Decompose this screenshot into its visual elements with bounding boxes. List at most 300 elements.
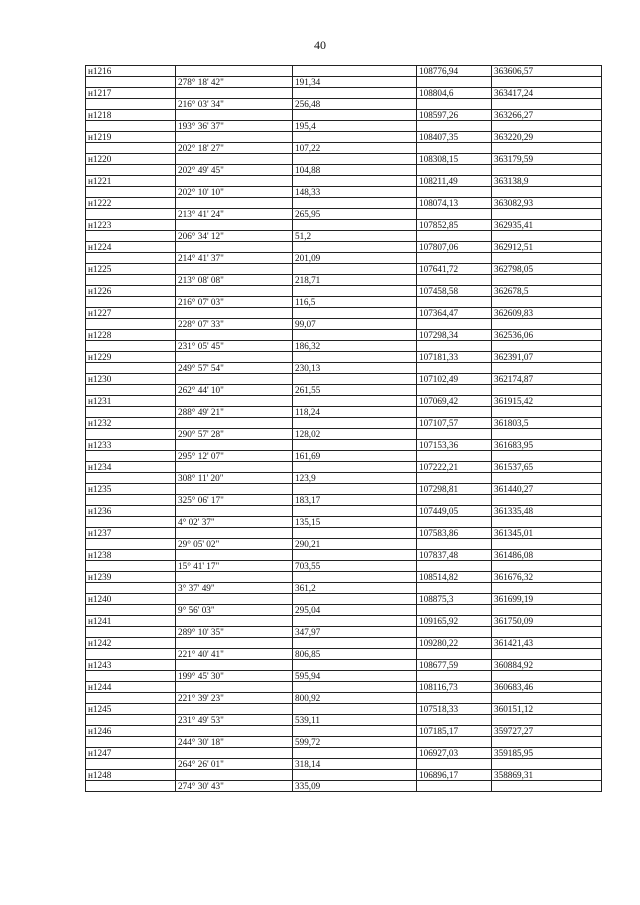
point-name: н1234 bbox=[86, 462, 176, 473]
point-name: н1238 bbox=[86, 550, 176, 561]
empty-cell bbox=[293, 572, 417, 583]
empty-cell bbox=[293, 770, 417, 781]
empty-cell bbox=[417, 539, 492, 550]
direction-angle: 193° 36' 37" bbox=[176, 121, 293, 132]
direction-angle: 231° 49' 53" bbox=[176, 715, 293, 726]
segment-length: 347,97 bbox=[293, 627, 417, 638]
point-row bbox=[86, 286, 602, 297]
segment-length: 104,88 bbox=[293, 165, 417, 176]
coord-x: 108116,73 bbox=[417, 682, 492, 693]
coord-y: 363138,9 bbox=[492, 176, 602, 187]
empty-cell bbox=[293, 374, 417, 385]
segment-length: 539,11 bbox=[293, 715, 417, 726]
empty-cell bbox=[176, 594, 293, 605]
point-row bbox=[86, 462, 602, 473]
empty-cell bbox=[176, 110, 293, 121]
point-name: н1240 bbox=[86, 594, 176, 605]
empty-cell bbox=[176, 616, 293, 627]
line-row bbox=[86, 693, 602, 704]
empty-cell bbox=[293, 396, 417, 407]
empty-cell bbox=[176, 440, 293, 451]
empty-cell bbox=[176, 88, 293, 99]
segment-length: 99,07 bbox=[293, 319, 417, 330]
segment-length: 191,34 bbox=[293, 77, 417, 88]
empty-cell bbox=[492, 209, 602, 220]
direction-angle: 289° 10' 35" bbox=[176, 627, 293, 638]
empty-cell bbox=[176, 506, 293, 517]
coord-y: 361440,27 bbox=[492, 484, 602, 495]
coord-x: 108804,6 bbox=[417, 88, 492, 99]
empty-cell bbox=[86, 583, 176, 594]
coord-y: 361676,32 bbox=[492, 572, 602, 583]
empty-cell bbox=[417, 187, 492, 198]
point-name: н1223 bbox=[86, 220, 176, 231]
point-name: н1246 bbox=[86, 726, 176, 737]
empty-cell bbox=[176, 396, 293, 407]
page-number: 40 bbox=[314, 38, 326, 52]
coord-y: 362391,07 bbox=[492, 352, 602, 363]
empty-cell bbox=[86, 649, 176, 660]
empty-cell bbox=[86, 209, 176, 220]
line-row bbox=[86, 715, 602, 726]
direction-angle: 244° 30' 18" bbox=[176, 737, 293, 748]
empty-cell bbox=[417, 385, 492, 396]
segment-length: 256,48 bbox=[293, 99, 417, 110]
empty-cell bbox=[417, 121, 492, 132]
empty-cell bbox=[492, 99, 602, 110]
coord-y: 362798,05 bbox=[492, 264, 602, 275]
empty-cell bbox=[176, 550, 293, 561]
empty-cell bbox=[492, 165, 602, 176]
segment-length: 599,72 bbox=[293, 737, 417, 748]
empty-cell bbox=[293, 88, 417, 99]
coord-y: 361803,5 bbox=[492, 418, 602, 429]
coord-y: 361345,01 bbox=[492, 528, 602, 539]
coord-y: 361537,65 bbox=[492, 462, 602, 473]
empty-cell bbox=[492, 649, 602, 660]
empty-cell bbox=[86, 627, 176, 638]
empty-cell bbox=[293, 418, 417, 429]
empty-cell bbox=[417, 275, 492, 286]
empty-cell bbox=[417, 363, 492, 374]
line-row bbox=[86, 429, 602, 440]
coord-y: 362609,83 bbox=[492, 308, 602, 319]
empty-cell bbox=[86, 605, 176, 616]
coord-y: 363179,59 bbox=[492, 154, 602, 165]
empty-cell bbox=[417, 209, 492, 220]
direction-angle: 308° 11' 20" bbox=[176, 473, 293, 484]
empty-cell bbox=[293, 330, 417, 341]
empty-cell bbox=[86, 341, 176, 352]
segment-length: 230,13 bbox=[293, 363, 417, 374]
coord-x: 108776,94 bbox=[417, 66, 492, 77]
segment-length: 183,17 bbox=[293, 495, 417, 506]
direction-angle: 216° 03' 34" bbox=[176, 99, 293, 110]
coord-x: 108597,26 bbox=[417, 110, 492, 121]
empty-cell bbox=[293, 638, 417, 649]
coord-y: 361915,42 bbox=[492, 396, 602, 407]
direction-angle: 290° 57' 28" bbox=[176, 429, 293, 440]
empty-cell bbox=[417, 495, 492, 506]
empty-cell bbox=[176, 748, 293, 759]
table-body bbox=[86, 66, 602, 792]
empty-cell bbox=[176, 528, 293, 539]
coord-y: 362174,87 bbox=[492, 374, 602, 385]
empty-cell bbox=[417, 517, 492, 528]
empty-cell bbox=[86, 473, 176, 484]
coord-y: 360884,92 bbox=[492, 660, 602, 671]
direction-angle: 216° 07' 03" bbox=[176, 297, 293, 308]
empty-cell bbox=[293, 286, 417, 297]
empty-cell bbox=[293, 484, 417, 495]
line-row bbox=[86, 253, 602, 264]
empty-cell bbox=[293, 528, 417, 539]
segment-length: 107,22 bbox=[293, 143, 417, 154]
line-row bbox=[86, 363, 602, 374]
coord-x: 106927,03 bbox=[417, 748, 492, 759]
coord-y: 363606,57 bbox=[492, 66, 602, 77]
direction-angle: 213° 41' 24" bbox=[176, 209, 293, 220]
empty-cell bbox=[492, 561, 602, 572]
empty-cell bbox=[176, 726, 293, 737]
line-row bbox=[86, 231, 602, 242]
empty-cell bbox=[86, 539, 176, 550]
empty-cell bbox=[86, 781, 176, 792]
empty-cell bbox=[176, 66, 293, 77]
empty-cell bbox=[176, 264, 293, 275]
segment-length: 265,95 bbox=[293, 209, 417, 220]
empty-cell bbox=[176, 198, 293, 209]
empty-cell bbox=[86, 275, 176, 286]
empty-cell bbox=[417, 231, 492, 242]
empty-cell bbox=[417, 165, 492, 176]
line-row bbox=[86, 759, 602, 770]
empty-cell bbox=[293, 154, 417, 165]
direction-angle: 199° 45' 30" bbox=[176, 671, 293, 682]
coord-x: 107107,57 bbox=[417, 418, 492, 429]
coord-y: 361421,43 bbox=[492, 638, 602, 649]
empty-cell bbox=[417, 451, 492, 462]
point-name: н1222 bbox=[86, 198, 176, 209]
segment-length: 800,92 bbox=[293, 693, 417, 704]
line-row bbox=[86, 451, 602, 462]
point-name: н1243 bbox=[86, 660, 176, 671]
segment-length: 201,09 bbox=[293, 253, 417, 264]
point-row bbox=[86, 66, 602, 77]
direction-angle: 231° 05' 45" bbox=[176, 341, 293, 352]
segment-length: 186,32 bbox=[293, 341, 417, 352]
coord-x: 107807,06 bbox=[417, 242, 492, 253]
empty-cell bbox=[492, 253, 602, 264]
line-row bbox=[86, 737, 602, 748]
segment-length: 595,94 bbox=[293, 671, 417, 682]
direction-angle: 278° 18' 42" bbox=[176, 77, 293, 88]
point-row bbox=[86, 616, 602, 627]
empty-cell bbox=[492, 517, 602, 528]
point-name: н1225 bbox=[86, 264, 176, 275]
coord-x: 107153,36 bbox=[417, 440, 492, 451]
empty-cell bbox=[293, 594, 417, 605]
segment-length: 148,33 bbox=[293, 187, 417, 198]
point-name: н1221 bbox=[86, 176, 176, 187]
coord-y: 358869,31 bbox=[492, 770, 602, 781]
empty-cell bbox=[417, 693, 492, 704]
segment-length: 195,4 bbox=[293, 121, 417, 132]
empty-cell bbox=[293, 704, 417, 715]
coord-x: 108514,82 bbox=[417, 572, 492, 583]
coord-y: 361486,08 bbox=[492, 550, 602, 561]
line-row bbox=[86, 209, 602, 220]
point-row bbox=[86, 440, 602, 451]
coordinates-table bbox=[85, 65, 602, 792]
empty-cell bbox=[492, 737, 602, 748]
coord-x: 109280,22 bbox=[417, 638, 492, 649]
empty-cell bbox=[492, 363, 602, 374]
point-name: н1227 bbox=[86, 308, 176, 319]
empty-cell bbox=[293, 462, 417, 473]
point-row bbox=[86, 682, 602, 693]
coord-y: 363082,93 bbox=[492, 198, 602, 209]
segment-length: 135,15 bbox=[293, 517, 417, 528]
empty-cell bbox=[293, 110, 417, 121]
empty-cell bbox=[86, 363, 176, 374]
empty-cell bbox=[86, 77, 176, 88]
empty-cell bbox=[417, 605, 492, 616]
empty-cell bbox=[176, 660, 293, 671]
direction-angle: 202° 49' 45" bbox=[176, 165, 293, 176]
point-name: н1232 bbox=[86, 418, 176, 429]
direction-angle: 29° 05' 02" bbox=[176, 539, 293, 550]
empty-cell bbox=[176, 330, 293, 341]
empty-cell bbox=[417, 341, 492, 352]
empty-cell bbox=[417, 429, 492, 440]
segment-length: 161,69 bbox=[293, 451, 417, 462]
point-name: н1228 bbox=[86, 330, 176, 341]
empty-cell bbox=[492, 583, 602, 594]
empty-cell bbox=[293, 440, 417, 451]
empty-cell bbox=[417, 253, 492, 264]
empty-cell bbox=[176, 352, 293, 363]
empty-cell bbox=[417, 407, 492, 418]
line-row bbox=[86, 671, 602, 682]
coord-y: 359727,27 bbox=[492, 726, 602, 737]
coord-x: 109165,92 bbox=[417, 616, 492, 627]
empty-cell bbox=[86, 187, 176, 198]
line-row bbox=[86, 385, 602, 396]
empty-cell bbox=[86, 253, 176, 264]
point-row bbox=[86, 176, 602, 187]
coord-x: 107181,33 bbox=[417, 352, 492, 363]
line-row bbox=[86, 561, 602, 572]
empty-cell bbox=[293, 308, 417, 319]
point-row bbox=[86, 638, 602, 649]
empty-cell bbox=[176, 462, 293, 473]
empty-cell bbox=[417, 671, 492, 682]
coord-x: 108677,59 bbox=[417, 660, 492, 671]
coord-y: 362912,51 bbox=[492, 242, 602, 253]
point-row bbox=[86, 396, 602, 407]
coord-y: 361750,09 bbox=[492, 616, 602, 627]
point-row bbox=[86, 572, 602, 583]
line-row bbox=[86, 583, 602, 594]
empty-cell bbox=[293, 66, 417, 77]
point-row bbox=[86, 726, 602, 737]
empty-cell bbox=[293, 748, 417, 759]
direction-angle: 206° 34' 12" bbox=[176, 231, 293, 242]
coord-x: 107837,48 bbox=[417, 550, 492, 561]
point-row bbox=[86, 660, 602, 671]
empty-cell bbox=[293, 682, 417, 693]
empty-cell bbox=[417, 737, 492, 748]
empty-cell bbox=[293, 176, 417, 187]
direction-angle: 325° 06' 17" bbox=[176, 495, 293, 506]
line-row bbox=[86, 121, 602, 132]
direction-angle: 274° 30' 43" bbox=[176, 781, 293, 792]
empty-cell bbox=[176, 418, 293, 429]
line-row bbox=[86, 165, 602, 176]
line-row bbox=[86, 781, 602, 792]
point-row bbox=[86, 374, 602, 385]
coord-x: 107364,47 bbox=[417, 308, 492, 319]
empty-cell bbox=[492, 759, 602, 770]
direction-angle: 288° 49' 21" bbox=[176, 407, 293, 418]
empty-cell bbox=[86, 561, 176, 572]
empty-cell bbox=[86, 693, 176, 704]
coord-y: 361699,19 bbox=[492, 594, 602, 605]
point-name: н1247 bbox=[86, 748, 176, 759]
point-row bbox=[86, 506, 602, 517]
point-row bbox=[86, 264, 602, 275]
empty-cell bbox=[417, 473, 492, 484]
empty-cell bbox=[293, 660, 417, 671]
coord-x: 107185,17 bbox=[417, 726, 492, 737]
line-row bbox=[86, 297, 602, 308]
empty-cell bbox=[492, 627, 602, 638]
empty-cell bbox=[492, 77, 602, 88]
empty-cell bbox=[417, 715, 492, 726]
segment-length: 116,5 bbox=[293, 297, 417, 308]
point-row bbox=[86, 748, 602, 759]
line-row bbox=[86, 605, 602, 616]
empty-cell bbox=[176, 682, 293, 693]
empty-cell bbox=[417, 319, 492, 330]
coord-x: 108308,15 bbox=[417, 154, 492, 165]
empty-cell bbox=[86, 297, 176, 308]
line-row bbox=[86, 539, 602, 550]
point-row bbox=[86, 110, 602, 121]
line-row bbox=[86, 275, 602, 286]
point-row bbox=[86, 550, 602, 561]
empty-cell bbox=[176, 572, 293, 583]
empty-cell bbox=[86, 385, 176, 396]
empty-cell bbox=[86, 319, 176, 330]
direction-angle: 228° 07' 33" bbox=[176, 319, 293, 330]
empty-cell bbox=[86, 451, 176, 462]
empty-cell bbox=[417, 99, 492, 110]
direction-angle: 214° 41' 37" bbox=[176, 253, 293, 264]
coord-x: 107298,34 bbox=[417, 330, 492, 341]
direction-angle: 221° 40' 41" bbox=[176, 649, 293, 660]
segment-length: 123,9 bbox=[293, 473, 417, 484]
empty-cell bbox=[86, 143, 176, 154]
segment-length: 703,55 bbox=[293, 561, 417, 572]
empty-cell bbox=[293, 616, 417, 627]
empty-cell bbox=[293, 220, 417, 231]
empty-cell bbox=[492, 121, 602, 132]
empty-cell bbox=[86, 121, 176, 132]
empty-cell bbox=[86, 165, 176, 176]
coord-x: 107222,21 bbox=[417, 462, 492, 473]
empty-cell bbox=[293, 726, 417, 737]
empty-cell bbox=[417, 297, 492, 308]
coord-x: 107518,33 bbox=[417, 704, 492, 715]
point-name: н1248 bbox=[86, 770, 176, 781]
empty-cell bbox=[492, 693, 602, 704]
coord-x: 107641,72 bbox=[417, 264, 492, 275]
empty-cell bbox=[492, 187, 602, 198]
empty-cell bbox=[86, 495, 176, 506]
coord-y: 363266,27 bbox=[492, 110, 602, 121]
point-row bbox=[86, 528, 602, 539]
empty-cell bbox=[417, 649, 492, 660]
coord-y: 363417,24 bbox=[492, 88, 602, 99]
empty-cell bbox=[293, 132, 417, 143]
empty-cell bbox=[176, 286, 293, 297]
coord-x: 106896,17 bbox=[417, 770, 492, 781]
segment-length: 295,04 bbox=[293, 605, 417, 616]
point-name: н1244 bbox=[86, 682, 176, 693]
coord-y: 360683,46 bbox=[492, 682, 602, 693]
empty-cell bbox=[417, 77, 492, 88]
direction-angle: 202° 18' 27" bbox=[176, 143, 293, 154]
empty-cell bbox=[293, 352, 417, 363]
empty-cell bbox=[492, 429, 602, 440]
point-row bbox=[86, 704, 602, 715]
coord-x: 107852,85 bbox=[417, 220, 492, 231]
point-row bbox=[86, 154, 602, 165]
direction-angle: 9° 56' 03" bbox=[176, 605, 293, 616]
empty-cell bbox=[86, 517, 176, 528]
empty-cell bbox=[86, 671, 176, 682]
point-row bbox=[86, 88, 602, 99]
segment-length: 118,24 bbox=[293, 407, 417, 418]
point-row bbox=[86, 330, 602, 341]
line-row bbox=[86, 143, 602, 154]
line-row bbox=[86, 407, 602, 418]
empty-cell bbox=[86, 759, 176, 770]
empty-cell bbox=[492, 231, 602, 242]
line-row bbox=[86, 99, 602, 110]
empty-cell bbox=[86, 231, 176, 242]
direction-angle: 15° 41' 17" bbox=[176, 561, 293, 572]
empty-cell bbox=[176, 176, 293, 187]
line-row bbox=[86, 341, 602, 352]
line-row bbox=[86, 517, 602, 528]
empty-cell bbox=[176, 154, 293, 165]
empty-cell bbox=[492, 539, 602, 550]
coord-x: 108211,49 bbox=[417, 176, 492, 187]
point-row bbox=[86, 220, 602, 231]
empty-cell bbox=[86, 715, 176, 726]
point-row bbox=[86, 484, 602, 495]
coord-y: 360151,12 bbox=[492, 704, 602, 715]
segment-length: 128,02 bbox=[293, 429, 417, 440]
point-name: н1230 bbox=[86, 374, 176, 385]
point-name: н1241 bbox=[86, 616, 176, 627]
coord-x: 107069,42 bbox=[417, 396, 492, 407]
empty-cell bbox=[492, 473, 602, 484]
coord-y: 362536,06 bbox=[492, 330, 602, 341]
